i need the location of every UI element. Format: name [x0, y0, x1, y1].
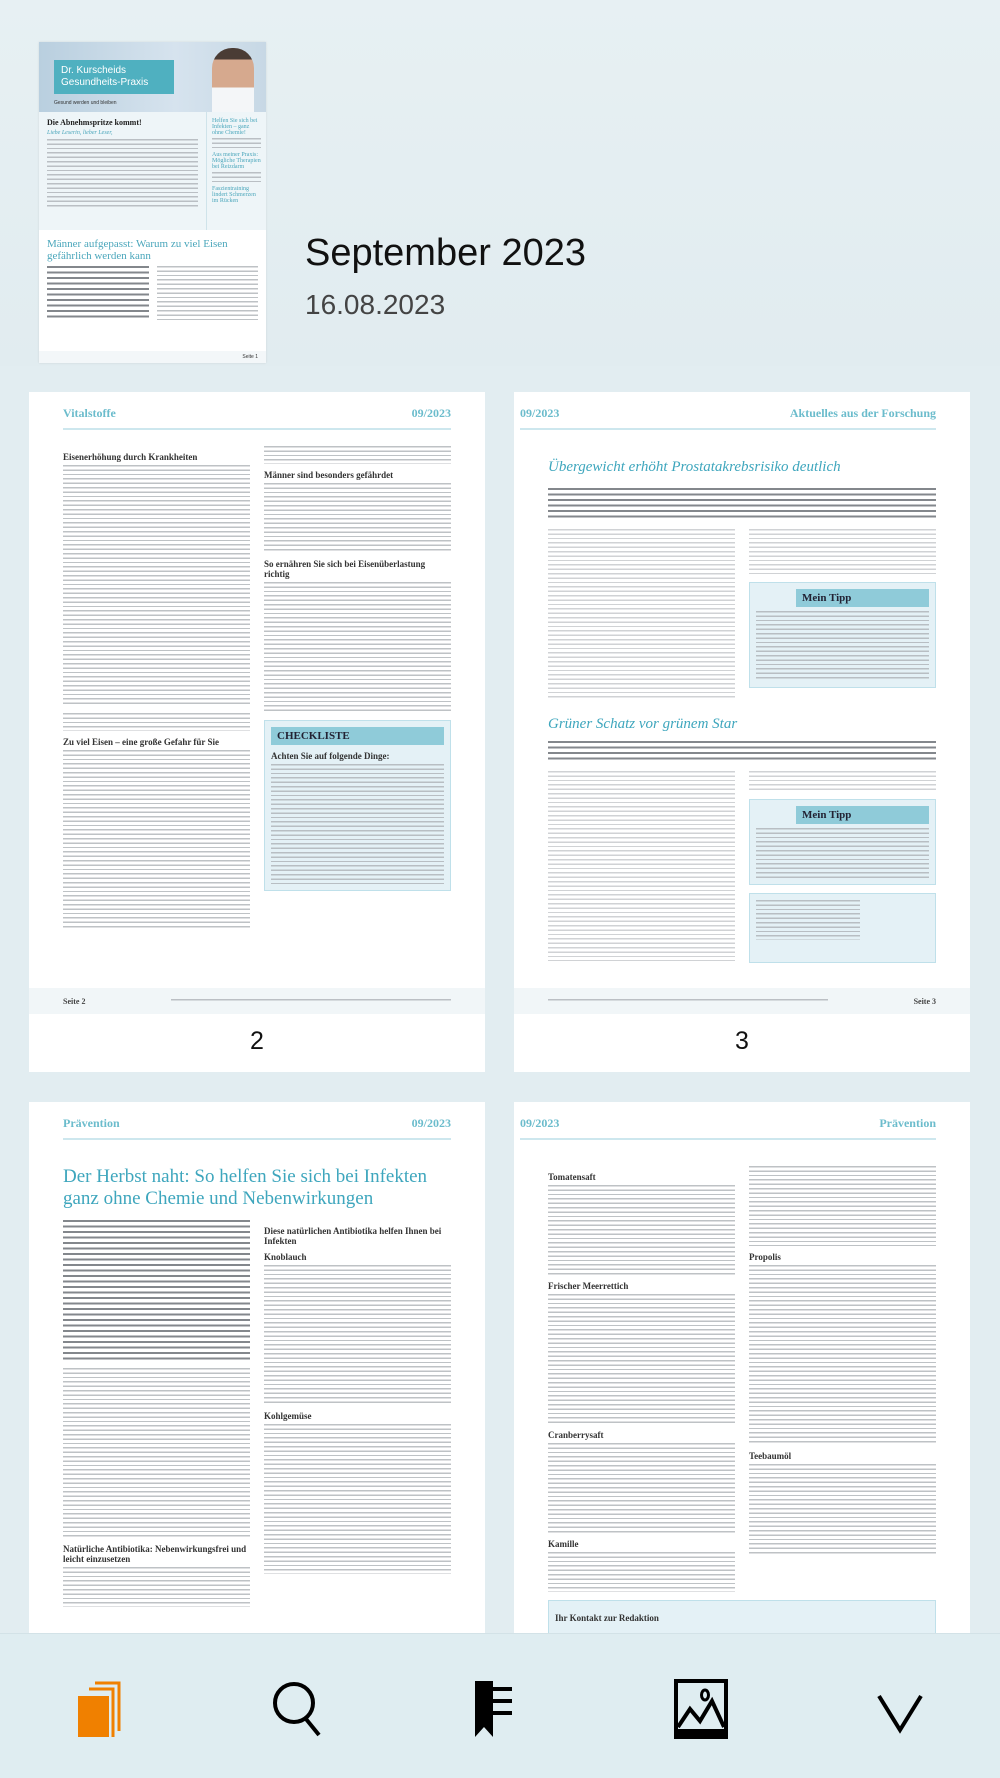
bookmarks-button[interactable] — [450, 1674, 550, 1744]
page-heading: Cranberrysaft — [548, 1430, 604, 1440]
page-number: 3 — [735, 1027, 749, 1055]
page-footer: Seite 3 — [913, 996, 936, 1006]
page-section: Prävention — [879, 1116, 936, 1130]
issue-cover-thumbnail[interactable] — [39, 42, 266, 363]
cover-side-item: Faszientraining lindert Schmerzen im Rücken — [212, 186, 256, 204]
page-heading: Teebaumöl — [749, 1451, 792, 1461]
page-issue: 09/2023 — [520, 406, 560, 420]
page-footer: Seite 2 — [63, 996, 86, 1006]
page-thumbnail-4[interactable] — [29, 1102, 485, 1662]
page-heading: Propolis — [749, 1252, 781, 1262]
article-title: Grüner Schatz vor grünem Star — [548, 716, 738, 732]
checklist-subtitle: Achten Sie auf folgende Dinge: — [271, 751, 390, 761]
cover-brand: Dr. Kurscheids Gesundheits-Praxis — [54, 60, 174, 94]
page-section: Prävention — [63, 1116, 120, 1130]
page-issue: 09/2023 — [411, 1116, 451, 1130]
page-heading: So ernähren Sie sich bei Eisenüberlastung richtig — [264, 559, 426, 579]
page-heading: Natürliche Antibiotika: Nebenwirkungsfrei und leicht einzusetzen — [63, 1544, 247, 1564]
page-heading: Kohlgemüse — [264, 1411, 312, 1421]
page-thumbnail-2[interactable] — [29, 392, 485, 1072]
page-heading: Kamille — [548, 1539, 579, 1549]
page-section: Aktuelles aus der Forschung — [789, 406, 936, 420]
article-title: Der Herbst naht: So helfen Sie sich bei Infekten ganz ohne Chemie und Nebenwirkungen — [63, 1166, 428, 1209]
cover-page-label: Seite 1 — [39, 351, 266, 363]
checklist-title: CHECKLISTE — [271, 727, 444, 745]
page-heading: Diese natürlichen Antibiotika helfen Ihnen bei Infekten — [264, 1226, 442, 1246]
cover-side-item: Helfen Sie sich bei Infekten – ganz ohne Chemie! — [212, 118, 258, 136]
page-issue: 09/2023 — [411, 406, 451, 420]
cover-tagline: Gesund werden und bleiben — [54, 100, 117, 106]
cover-hero — [39, 42, 266, 112]
images-button[interactable] — [650, 1674, 750, 1744]
pages-icon — [75, 1679, 125, 1739]
cover-side-item: Aus meiner Praxis: Mögliche Therapien bei Reizdarm — [212, 152, 261, 170]
search-icon — [270, 1679, 330, 1739]
search-button[interactable] — [250, 1674, 350, 1744]
checklist-box — [264, 720, 451, 891]
page-heading: Tomatensaft — [548, 1172, 596, 1182]
issue-date: 16.08.2023 — [305, 289, 446, 320]
author-photo — [212, 48, 254, 112]
cover-main-title: Männer aufgepasst: Warum zu viel Eisen gefährlich werden kann — [47, 238, 228, 262]
page-issue: 09/2023 — [520, 1116, 560, 1130]
page-number: 2 — [250, 1027, 264, 1055]
bottom-toolbar — [0, 1633, 1000, 1778]
issue-title: September 2023 — [305, 232, 586, 274]
page-heading: Eisenerhöhung durch Krankheiten — [63, 452, 198, 462]
chevron-down-icon — [875, 1684, 925, 1734]
page-heading: Frischer Meerrettich — [548, 1281, 629, 1291]
page-section: Vitalstoffe — [63, 406, 116, 420]
pages-button[interactable] — [50, 1674, 150, 1744]
bookmarks-icon — [470, 1679, 530, 1739]
cover-text — [47, 139, 198, 209]
image-icon — [670, 1679, 730, 1739]
tip-title: Mein Tipp — [796, 806, 929, 824]
article-title: Übergewicht erhöht Prostatakrebsrisiko deutlich — [548, 459, 841, 475]
collapse-button[interactable] — [850, 1674, 950, 1744]
page-heading: Männer sind besonders gefährdet — [264, 470, 394, 480]
cover-lead-title: Die Abnehmspritze kommt! — [47, 118, 142, 127]
page-heading: Zu viel Eisen – eine große Gefahr für Sie — [63, 737, 220, 747]
contact-title: Ihr Kontakt zur Redaktion — [555, 1613, 659, 1623]
page-thumbnail-5[interactable] — [514, 1102, 970, 1662]
page-thumbnail-3[interactable] — [514, 392, 970, 1072]
cover-salutation: Liebe Leserin, lieber Leser, — [47, 130, 113, 136]
tip-title: Mein Tipp — [796, 589, 929, 607]
page-heading: Knoblauch — [264, 1252, 307, 1262]
